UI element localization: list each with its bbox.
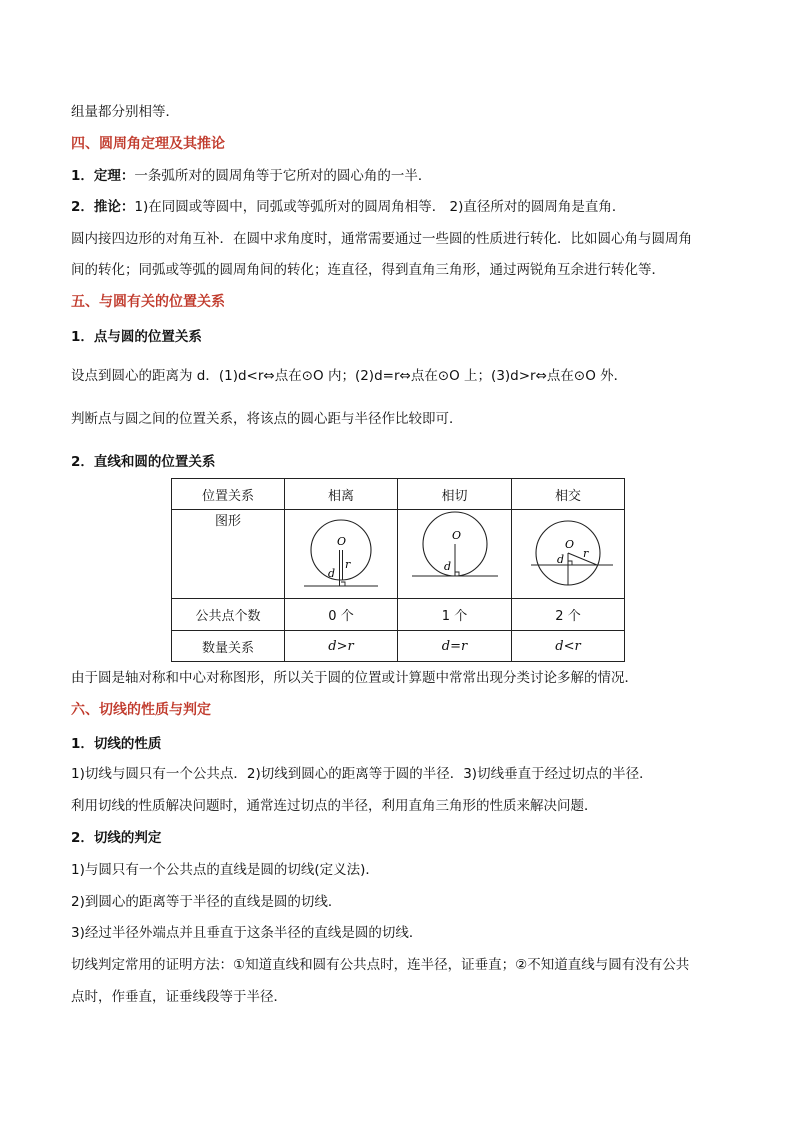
tangent-property-note: 利用切线的性质解决问题时，通常连过切点的半径，利用直角三角形的性质来解决问题． [71, 798, 598, 814]
table-header-cell: 位置关系 [172, 479, 285, 510]
section-5-title: 五、与圆有关的位置关系 [71, 294, 225, 310]
tangent-test-3: 3)经过半径外端点并且垂直于这条半径的直线是圆的切线． [71, 925, 423, 941]
tangent-property-subtitle: 1．切线的性质 [71, 736, 162, 752]
point-circle-paragraph: 设点到圆心的距离为 d．(1)d<r⇔点在⊙O 内；(2)d=r⇔点在⊙O 上；(3)d>r⇔点在⊙O 外． [71, 368, 628, 384]
corollary-text: 1)在同圆或等圆中，同弧或等弧所对的圆周角相等． 2)直径所对的圆周角是直角． [134, 199, 626, 215]
position-relation-table [171, 478, 625, 662]
radius-label: r [583, 547, 589, 560]
figure-tangent [398, 510, 512, 599]
proof-method-paragraph-1: 切线判定常用的证明方法：①知道直线和圆有公共点时，连半径，证垂直；②不知道直线与圆有没有公共 [71, 957, 690, 973]
figure-intersect [512, 510, 625, 599]
radius-label: r [345, 558, 351, 571]
table-cell: d=r [398, 631, 512, 662]
table-cell: d<r [512, 631, 625, 662]
intersect-diagram [513, 510, 623, 594]
table-points-row [172, 599, 625, 631]
center-label: O [565, 538, 575, 551]
table-cell: 0 个 [285, 599, 398, 631]
s4-paragraph-2: 间的转化；同弧或等弧的圆周角间的转化；连直径，得到直角三角形，通过两锐角互余进行转化等． [71, 262, 665, 278]
corollary-label: 2．推论： [71, 199, 135, 215]
table-cell: 2 个 [512, 599, 625, 631]
s4-paragraph-1: 圆内接四边形的对角互补．在圆中求角度时，通常需要通过一些圆的性质进行转化．比如圆心角与圆周角 [71, 231, 692, 247]
center-label: O [451, 529, 461, 542]
table-header-cell: 相离 [285, 479, 398, 510]
table-cell: 1 个 [398, 599, 512, 631]
theorem-text: 一条弧所对的圆周角等于它所对的圆心角的一半． [134, 168, 432, 184]
section-4-title: 四、圆周角定理及其推论 [71, 136, 225, 152]
corollary-paragraph [71, 197, 625, 217]
table-figure-row [172, 510, 625, 599]
theorem-label: 1．定理： [71, 168, 135, 184]
tangent-property-paragraph: 1)切线与圆只有一个公共点．2)切线到圆心的距离等于圆的半径．3)切线垂直于经过切点的半径． [71, 766, 653, 782]
tangent-test-2: 2)到圆心的距离等于半径的直线是圆的切线． [71, 894, 342, 910]
table-header-cell: 相交 [512, 479, 625, 510]
line-circle-subtitle: 2．直线和圆的位置关系 [71, 454, 216, 470]
section-6-title: 六、切线的性质与判定 [71, 702, 211, 718]
table-row-label: 图形 [172, 510, 285, 599]
point-circle-note: 判断点与圆之间的位置关系，将该点的圆心距与半径作比较即可． [71, 411, 463, 427]
distance-label: d [443, 560, 451, 573]
table-row-label: 公共点个数 [172, 599, 285, 631]
table-row-label: 数量关系 [172, 631, 285, 662]
distance-label: d [328, 567, 336, 580]
separate-diagram [286, 510, 396, 594]
tangent-test-subtitle: 2．切线的判定 [71, 830, 162, 846]
tangent-diagram [400, 510, 510, 594]
point-circle-subtitle: 1．点与圆的位置关系 [71, 329, 202, 345]
theorem-paragraph [71, 166, 431, 186]
symmetry-paragraph: 由于圆是轴对称和中心对称图形，所以关于圆的位置或计算题中常常出现分类讨论多解的情况． [71, 670, 638, 686]
figure-separate [285, 510, 398, 599]
proof-method-paragraph-2: 点时，作垂直，证垂线段等于半径． [71, 989, 287, 1005]
distance-label: d [557, 553, 565, 566]
table-cell: d>r [285, 631, 398, 662]
center-label: O [337, 535, 347, 548]
continued-text: 组量都分别相等． [71, 104, 179, 120]
table-header-row [172, 479, 625, 510]
tangent-test-1: 1)与圆只有一个公共点的直线是圆的切线(定义法)． [71, 862, 379, 878]
table-relation-row [172, 631, 625, 662]
table-header-cell: 相切 [398, 479, 512, 510]
